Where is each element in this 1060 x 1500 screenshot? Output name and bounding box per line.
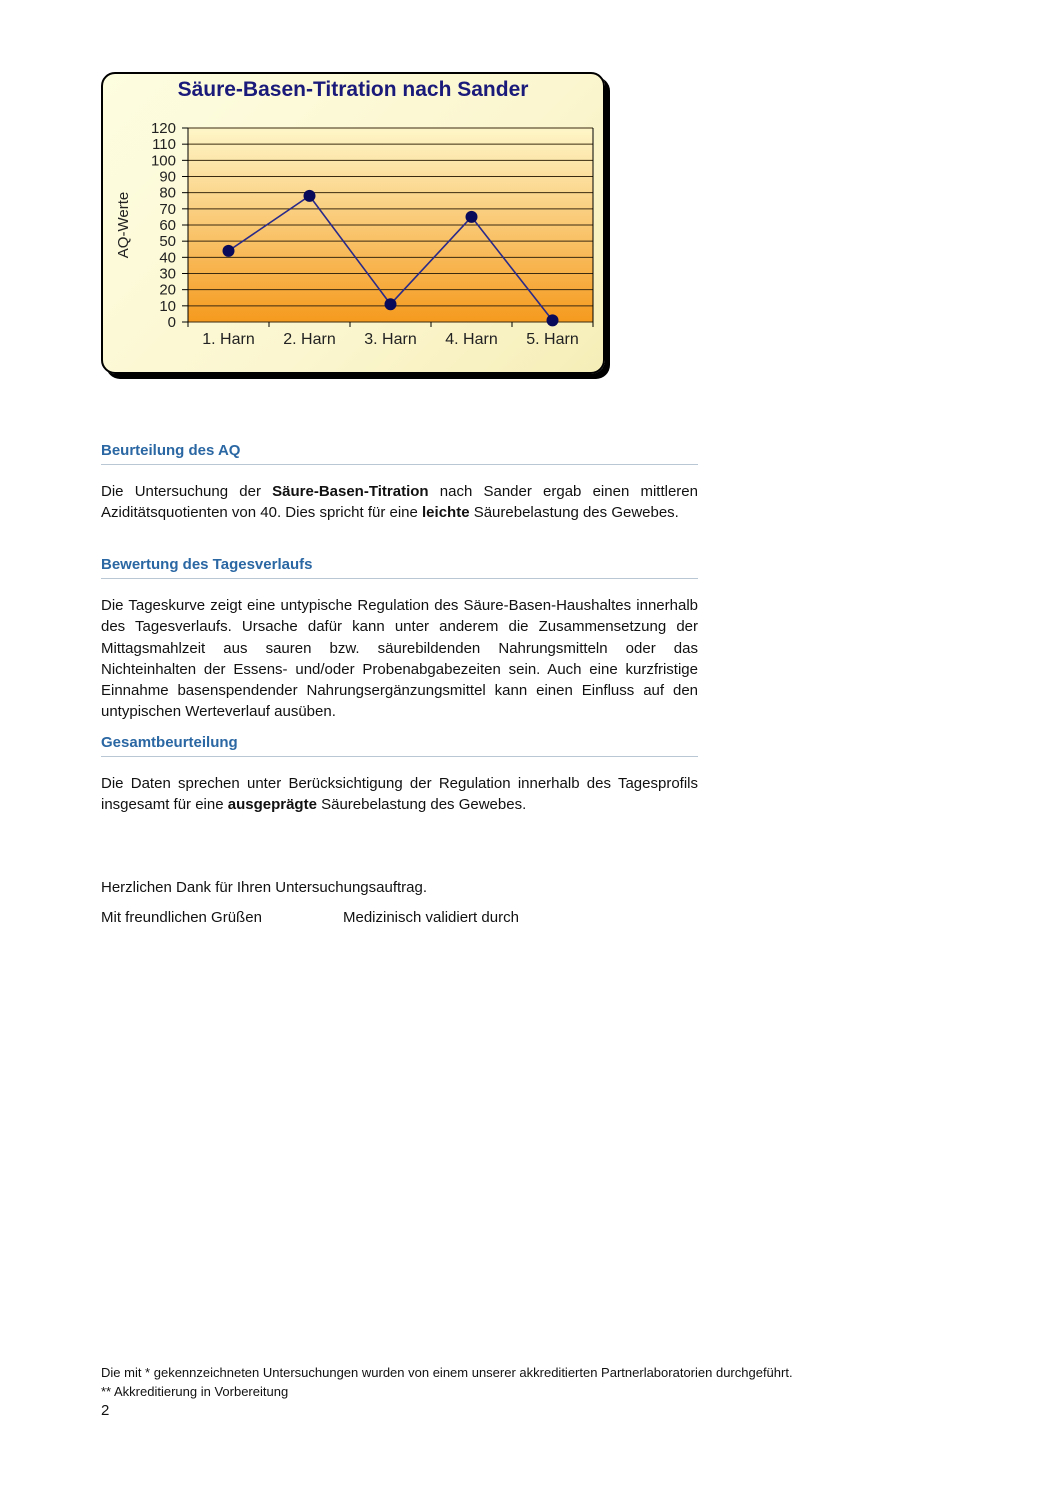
y-tick-label: 20 xyxy=(159,281,176,299)
y-tick-label: 80 xyxy=(159,184,176,202)
text: nach Sander ergab einen mittleren Aziditätsquotienten von 40. Dies spricht für eine xyxy=(101,483,698,522)
x-tick-label: 3. Harn xyxy=(364,331,417,348)
y-tick-label: 110 xyxy=(152,136,176,154)
closing-greeting: Mit freundlichen Grüßen xyxy=(101,909,262,926)
chart-title: Säure-Basen-Titration nach Sander xyxy=(177,78,529,101)
text: Die Untersuchung der xyxy=(101,483,273,500)
y-tick-label: 50 xyxy=(159,233,176,251)
x-tick-label: 1. Harn xyxy=(202,331,255,348)
y-tick-label: 70 xyxy=(159,200,176,218)
data-point xyxy=(385,298,397,310)
x-tick-label: 4. Harn xyxy=(445,331,498,348)
line-chart xyxy=(103,74,603,372)
y-tick-label: 0 xyxy=(167,314,176,331)
y-tick-label: 120 xyxy=(150,120,176,137)
bold-text: Säure-Basen-Titration xyxy=(272,483,429,500)
section-heading-gesamtbeurteilung: Gesamtbeurteilung xyxy=(101,734,698,757)
section-heading-tagesverlauf: Bewertung des Tagesverlaufs xyxy=(101,556,698,579)
y-tick-label: 90 xyxy=(159,168,176,186)
paragraph-beurteilung xyxy=(101,481,698,524)
bold-text: leichte xyxy=(422,504,470,522)
text: Die Daten sprechen unter Berücksichtigung der Regulation innerhalb des Tagesprofils insgesamt für eine xyxy=(101,775,698,814)
section-heading-beurteilung: Beurteilung des AQ xyxy=(101,442,698,465)
text: Säurebelastung des Gewebes. xyxy=(469,504,679,522)
footnote-accreditation: ** Akkreditierung in Vorbereitung xyxy=(101,1384,289,1399)
paragraph-tagesverlauf: Die Tageskurve zeigt eine untypische Regulation des Säure-Basen-Haushaltes innerhalb des Tagesverlaufs. Ursache dafür kann unter anderem die Zusammensetzung der Mittagsmahlzeit aus sauren bzw. säurebildenden Nahrungsmitteln oder das Nichteinhalten der Essens- und/oder Probenabgabezeiten sein. Auch eine kurzfristige Einnahme basenspendender Nahrungsergänzungsmittel kann einen Einfluss auf den untypischen Werteverlauf ausüben. xyxy=(101,597,698,721)
data-point xyxy=(466,211,478,223)
text: Säurebelastung des Gewebes. xyxy=(316,796,527,814)
y-tick-label: 100 xyxy=(150,152,176,170)
page-number: 2 xyxy=(101,1402,110,1419)
y-tick-label: 10 xyxy=(159,297,176,315)
data-point xyxy=(304,190,316,202)
y-axis-label: AQ-Werte xyxy=(115,191,132,259)
paragraph-gesamtbeurteilung xyxy=(101,773,698,816)
y-tick-label: 40 xyxy=(159,249,176,267)
y-tick-label: 60 xyxy=(159,217,176,234)
chart-container xyxy=(101,72,605,374)
data-point xyxy=(223,245,235,257)
closing-validated: Medizinisch validiert durch xyxy=(343,909,519,926)
x-tick-label: 5. Harn xyxy=(526,331,579,348)
x-tick-label: 2. Harn xyxy=(283,331,336,348)
footnote-partner-labs: Die mit * gekennzeichneten Untersuchungen wurden von einem unserer akkreditierten Partnerlaboratorien durchgeführt. xyxy=(101,1365,793,1380)
bold-text: ausgeprägte xyxy=(227,796,317,814)
data-point xyxy=(547,314,559,326)
y-tick-label: 30 xyxy=(159,265,176,283)
closing-thanks: Herzlichen Dank für Ihren Untersuchungsauftrag. xyxy=(101,879,428,896)
